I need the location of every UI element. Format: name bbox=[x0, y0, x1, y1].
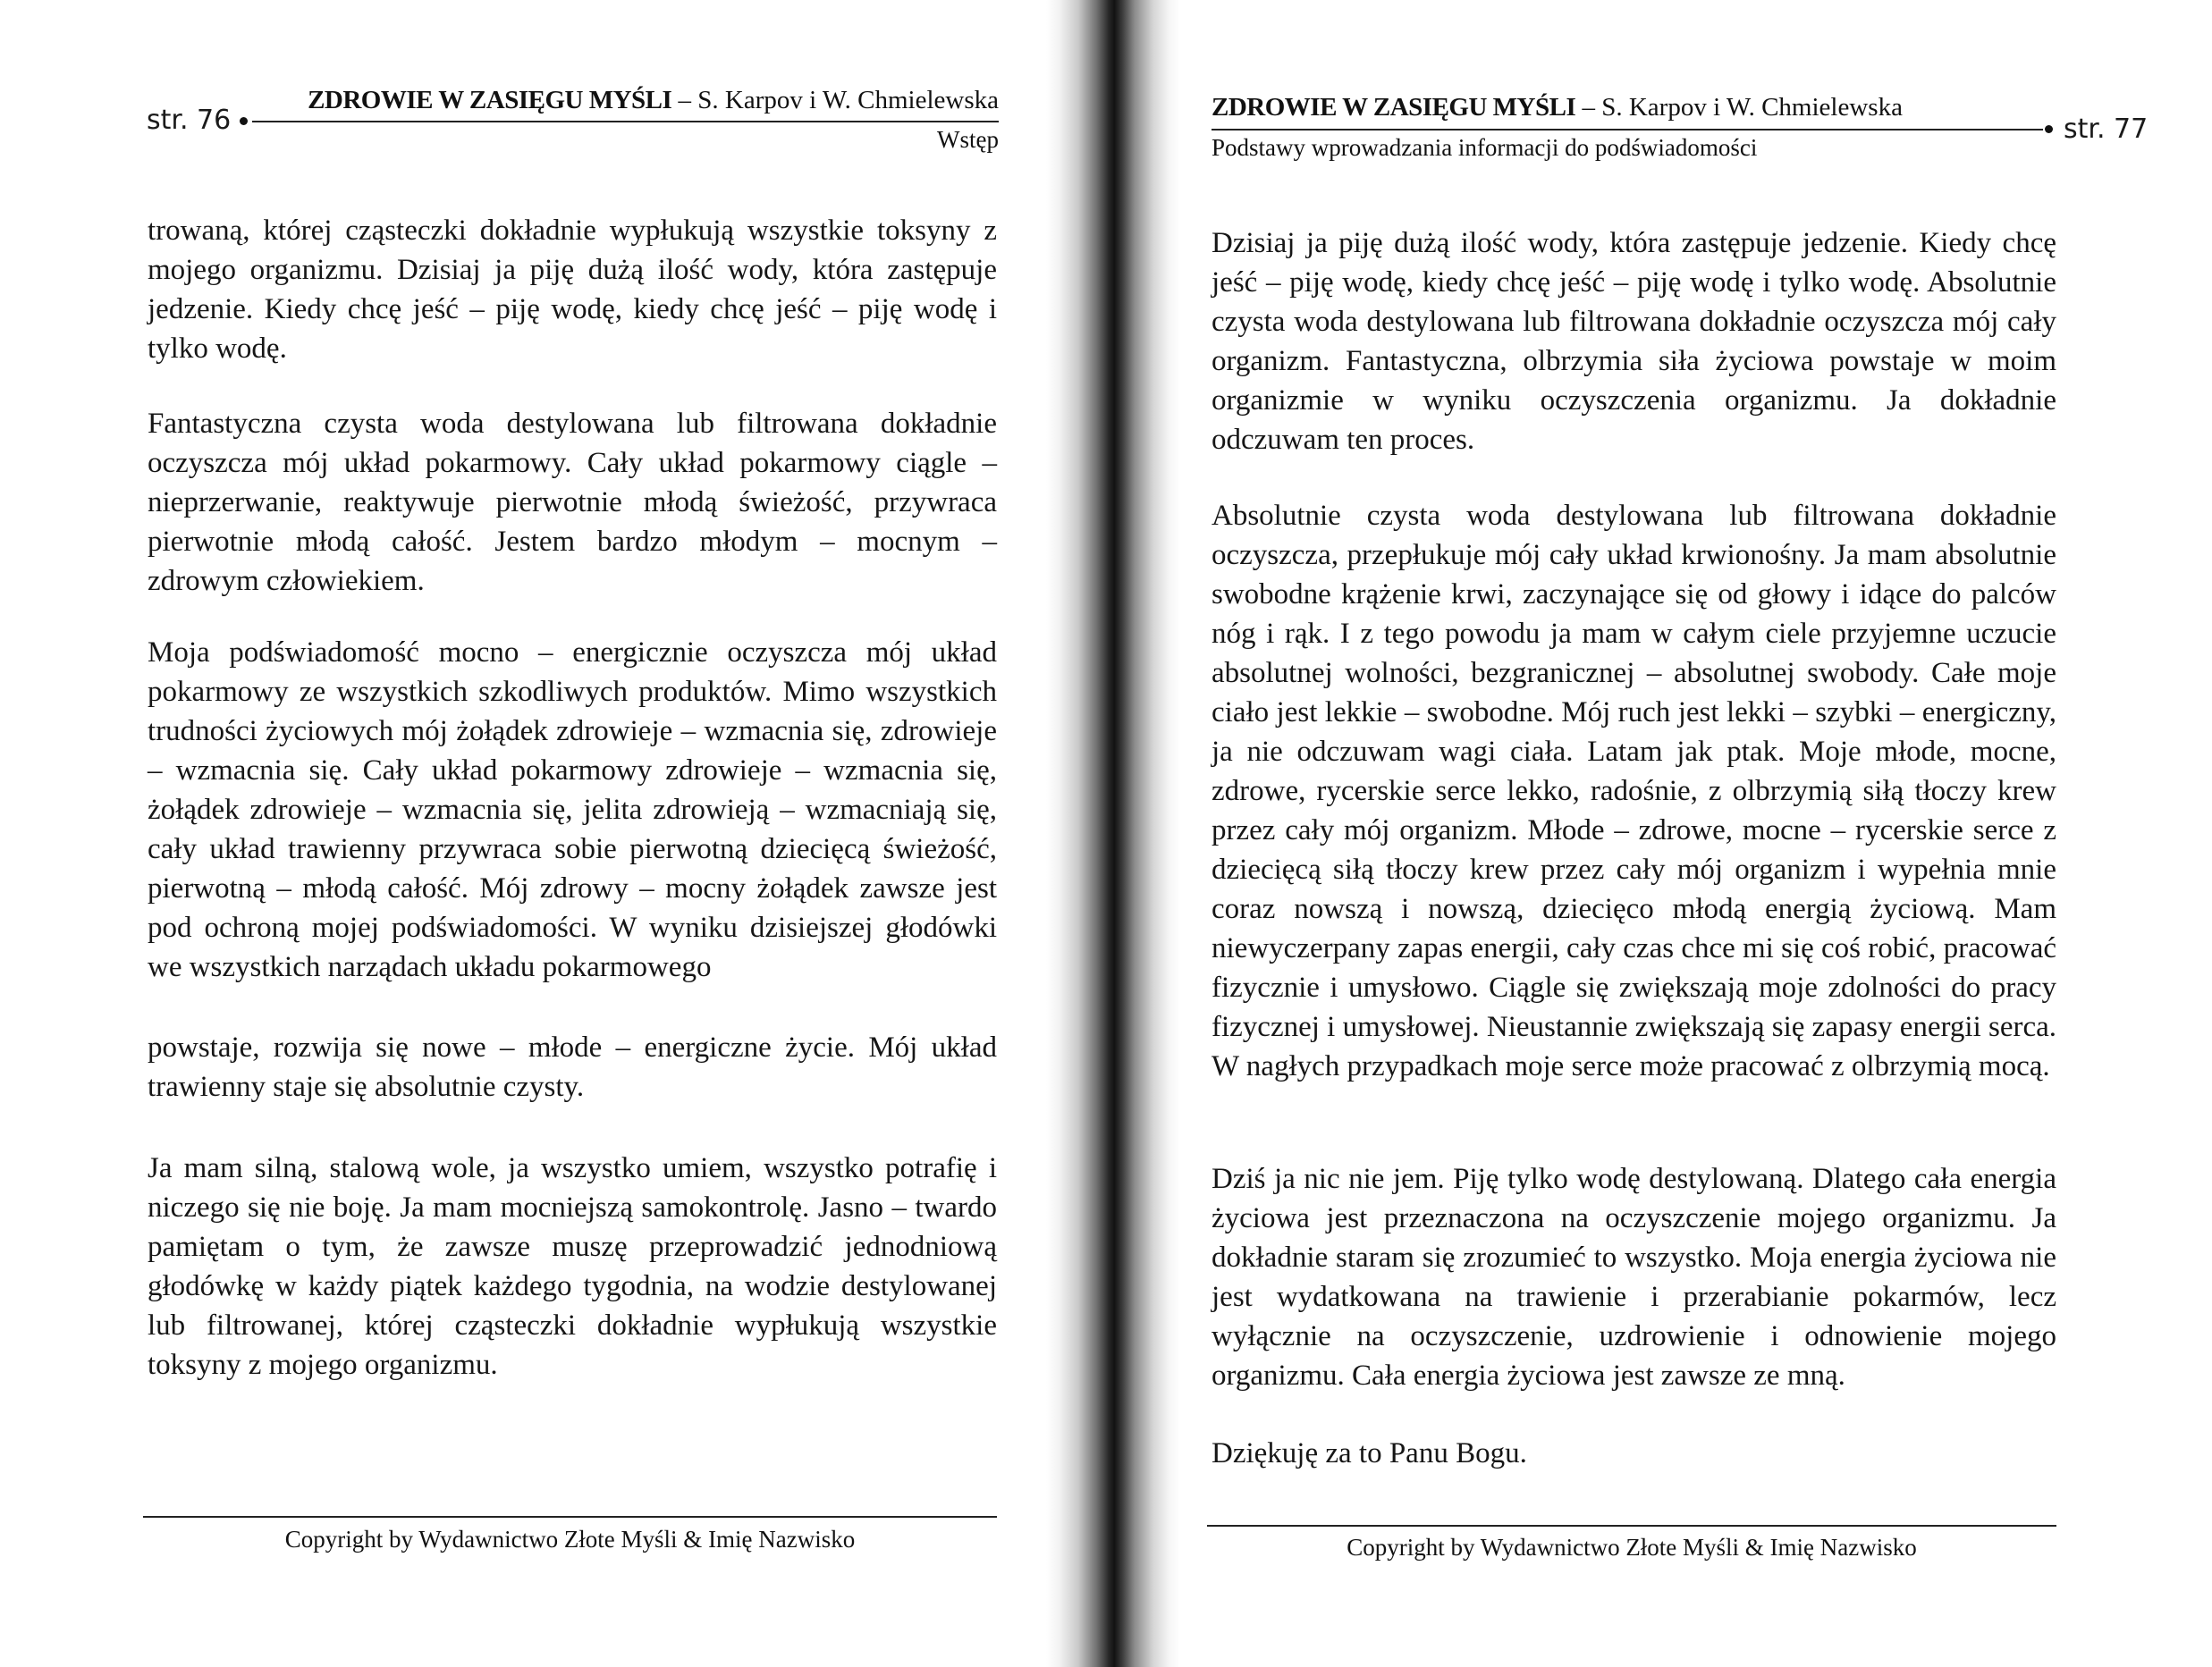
section-title: Wstęp bbox=[937, 126, 999, 153]
right-page bbox=[1086, 0, 2212, 1667]
paragraph: trowaną, której cząsteczki dokładnie wypłukują wszystkie toksyny z mojego organizmu. Dzisiaj ja piję dużą ilość wody, która zastępuje jedzenie. Kiedy chcę jeść – piję wodę, kiedy chcę jeść – piję wodę i tylko wodę. bbox=[148, 215, 997, 365]
footer-copyright: Copyright by Wydawnictwo Złote Myśli & Imię Nazwisko bbox=[284, 1526, 856, 1553]
book-title: ZDROWIE W ZASIĘGU MYŚLI bbox=[1212, 93, 1576, 122]
book-spine-shadow bbox=[1046, 0, 1180, 1667]
running-header bbox=[1212, 93, 1903, 122]
header-bullet-icon bbox=[2045, 125, 2053, 133]
footer-rule bbox=[1207, 1525, 2056, 1527]
header-rule bbox=[252, 121, 999, 122]
paragraph: Absolutnie czysta woda destylowana lub filtrowana dokładnie oczyszcza, przepłukuje mój cały układ krwionośny. Ja mam absolutnie swobodne krążenie krwi, zaczynające się od głowy i idące do palców nóg i rąk. I z tego powodu ja mam w całym ciele przyjemne uczucie absolutnej wolności, bezgranicznej – absolutnej swobody. Całe moje ciało jest lekkie – swobodne. Mój ruch jest lekki – szybki – energiczny, ja nie odczuwam wagi ciała. Latam jak ptak. Moje młode, mocne, zdrowe, rycerskie serce lekko, radośnie, z olbrzymią siłą tłoczy krew przez cały mój organizm. Młode – zdrowe, mocne – rycerskie serce z dziecięcą siłą tłoczy krew przez cały mój organizm i wypełnia mnie coraz nowszą i nowszą, dziecięco młodą energią życiową. Mam niewyczerpany zapas energii, cały czas chce mi się coś robić, pracować fizycznie i umysłowo. Ciągle się zwiększają moje zdolności do pracy fizycznej i umysłowej. Nieustannie zwiększają się zapasy energii serca. W nagłych przypadkach moje serce może pracować z olbrzymią mocą. bbox=[1212, 500, 2057, 1082]
section-title: Podstawy wprowadzania informacji do podświadomości bbox=[1212, 134, 1758, 161]
paragraph: Fantastyczna czysta woda destylowana lub filtrowana dokładnie oczyszcza mój układ pokarmowy. Cały układ pokarmowy ciągle – nieprzerwanie, reaktywuje pierwotnie młodą świeżość, przywraca pierwotnie młodą całość. Jestem bardzo młodym – mocnym – zdrowym człowiekiem. bbox=[148, 408, 997, 597]
header-rule bbox=[1212, 129, 2043, 130]
book-authors: – S. Karpov i W. Chmielewska bbox=[1575, 93, 1903, 122]
page-number: str. 77 bbox=[2064, 114, 2149, 145]
paragraph: powstaje, rozwija się nowe – młode – energiczne życie. Mój układ trawienny staje się absolutnie czysty. bbox=[148, 1031, 997, 1103]
page-number: str. 76 bbox=[147, 105, 232, 136]
header-bullet-icon bbox=[240, 117, 248, 125]
book-authors: – S. Karpov i W. Chmielewska bbox=[671, 86, 999, 114]
paragraph: Dzisiaj ja piję dużą ilość wody, która zastępuje jedzenie. Kiedy chcę jeść – piję wodę, kiedy chcę jeść – piję wodę i tylko wodę. Absolutnie czysta woda destylowana lub filtrowana dokładnie oczyszcza mój cały organizm. Fantastyczna, olbrzymia siła życiowa powstaje w moim organizmie w wyniku oczyszczenia organizmu. Ja dokładnie odczuwam ten proces. bbox=[1212, 227, 2056, 456]
running-header bbox=[308, 86, 999, 115]
paragraph: Ja mam silną, stalową wole, ja wszystko umiem, wszystko potrafię i niczego się nie boję. Ja mam mocniejszą samokontrolę. Jasno – twardo pamiętam o tym, że zawsze muszę przeprowadzić jednodniową głodówkę w każdy piątek każdego tygodnia, na wodzie destylowanej lub filtrowanej, której cząsteczki dokładnie wypłukują wszystkie toksyny z mojego organizmu. bbox=[148, 1152, 997, 1381]
paragraph: Moja podświadomość mocno – energicznie oczyszcza mój układ pokarmowy ze wszystkich szkodliwych produktów. Mimo wszystkich trudności życiowych mój żołądek zdrowieje – wzmacnia się, zdrowieje – wzmacnia się. Cały układ pokarmowy zdrowieje – wzmacnia się, żołądek zdrowieje – wzmacnia się, jelita zdrowieją – wzmacniają się, cały układ trawienny przywraca sobie pierwotną dziecięcą świeżość, pierwotną – młodą całość. Mój zdrowy – mocny żołądek zawsze jest pod ochroną mojej podświadomości. W wyniku dzisiejszej głodówki we wszystkich narządach układu pokarmowego bbox=[148, 636, 997, 983]
paragraph: Dziękuję za to Panu Bogu. bbox=[1212, 1437, 1527, 1469]
footer-rule bbox=[143, 1516, 997, 1518]
footer-copyright: Copyright by Wydawnictwo Złote Myśli & Imię Nazwisko bbox=[1347, 1534, 1917, 1561]
paragraph: Dziś ja nic nie jem. Piję tylko wodę destylowaną. Dlatego cała energia życiowa jest przeznaczona na oczyszczenie mojego organizmu. Ja dokładnie staram się zrozumieć to wszystko. Moja energia życiowa nie jest wydatkowana na trawienie i przerabianie pokarmów, lecz wyłącznie na oczyszczenie, uzdrowienie i odnowienie mojego organizmu. Cała energia życiowa jest zawsze ze mną. bbox=[1212, 1163, 2056, 1392]
book-title: ZDROWIE W ZASIĘGU MYŚLI bbox=[308, 86, 672, 114]
left-page bbox=[0, 0, 1086, 1667]
